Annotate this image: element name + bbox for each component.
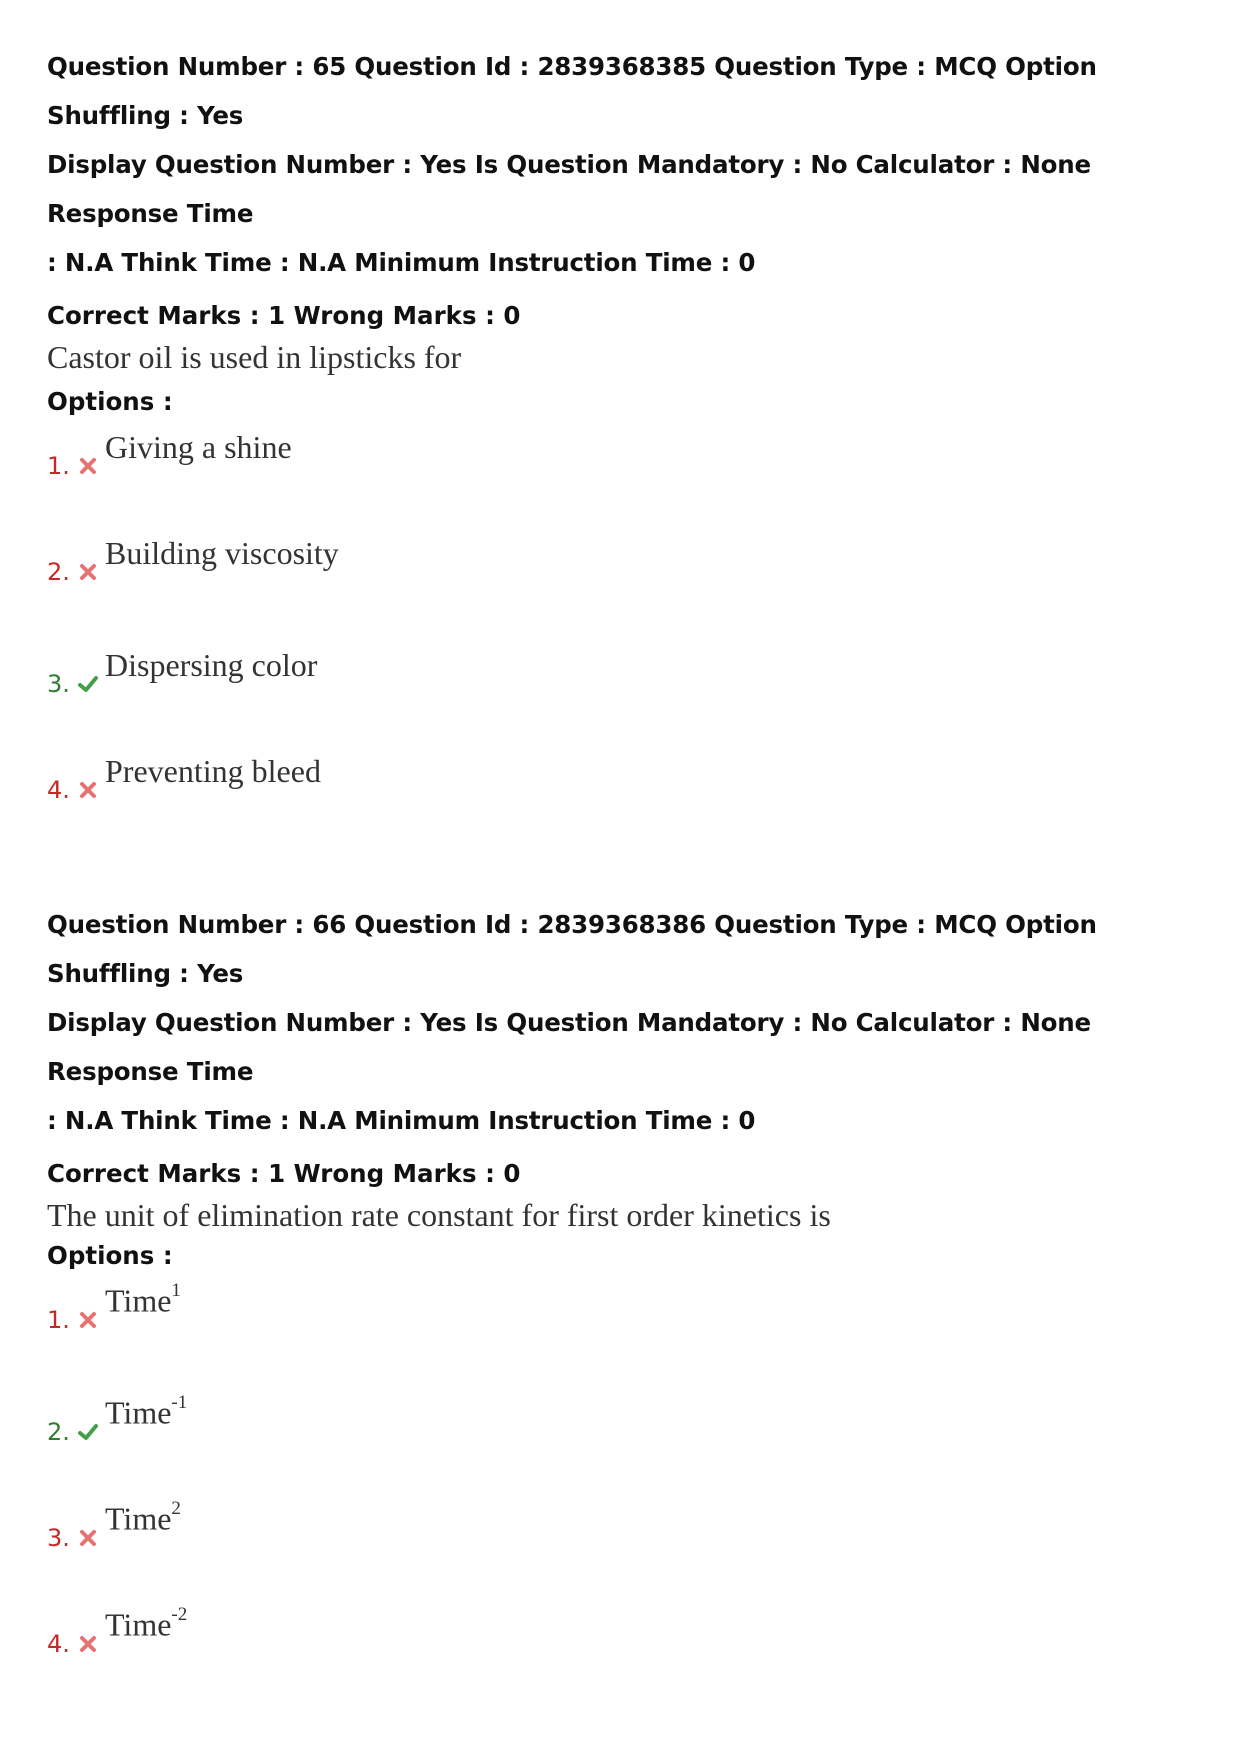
option-number: 3. — [47, 1524, 70, 1552]
option-text: Time$^1$ — [105, 1280, 181, 1319]
question-meta-line: Question Number : 65 Question Id : 2839368385 Question Type : MCQ Option Shuffling : Yes — [47, 52, 1097, 130]
option-item — [47, 753, 1212, 804]
option-exponent: 2 — [171, 1498, 181, 1520]
option-number: 4. — [47, 776, 70, 804]
option-text: Time$^{-2}$ — [105, 1604, 188, 1643]
option-number: 1. — [47, 1306, 70, 1334]
check-icon — [77, 673, 99, 695]
question-meta-line: : N.A Think Time : N.A Minimum Instruction Time : 0 — [47, 1106, 756, 1135]
options-label: Options : — [47, 1241, 173, 1270]
question-meta-line: Display Question Number : Yes Is Question Mandatory : No Calculator : None Response Time — [47, 1008, 1091, 1086]
option-text: Time$^2$ — [105, 1498, 181, 1537]
cross-icon — [77, 1633, 99, 1655]
marks-info: Correct Marks : 1 Wrong Marks : 0 — [47, 1159, 521, 1188]
option-item — [47, 429, 1212, 480]
cross-icon — [77, 561, 99, 583]
cross-icon — [77, 1309, 99, 1331]
option-text: Dispersing color — [105, 647, 318, 683]
options-list — [47, 429, 1212, 804]
question-block-66 — [47, 900, 1212, 1657]
option-exponent: 1 — [171, 1280, 181, 1302]
option-text: Giving a shine — [105, 429, 292, 465]
marks-info: Correct Marks : 1 Wrong Marks : 0 — [47, 301, 521, 330]
cross-icon — [77, 1527, 99, 1549]
question-block-65 — [47, 42, 1212, 803]
options-list — [47, 1280, 1212, 1658]
option-item — [47, 1498, 1212, 1552]
option-number: 2. — [47, 558, 70, 586]
option-exponent: -2 — [171, 1604, 188, 1626]
option-text: Time$^{-1}$ — [105, 1392, 188, 1431]
check-icon — [77, 1421, 99, 1443]
option-number: 4. — [47, 1630, 70, 1658]
cross-icon — [77, 779, 99, 801]
option-number: 3. — [47, 670, 70, 698]
option-item — [47, 1392, 1212, 1446]
cross-icon — [77, 455, 99, 477]
option-text: Preventing bleed — [105, 753, 321, 789]
option-number: 2. — [47, 1418, 70, 1446]
option-item — [47, 535, 1212, 586]
question-text: The unit of elimination rate constant for first order kinetics is — [47, 1197, 831, 1233]
question-meta-line: Display Question Number : Yes Is Question Mandatory : No Calculator : None Response Time — [47, 150, 1091, 228]
question-meta-line: : N.A Think Time : N.A Minimum Instruction Time : 0 — [47, 248, 756, 277]
option-item — [47, 1604, 1212, 1658]
option-exponent: -1 — [171, 1392, 188, 1414]
question-text: Castor oil is used in lipsticks for — [47, 339, 462, 375]
option-number: 1. — [47, 452, 70, 480]
option-item — [47, 1280, 1212, 1334]
options-label: Options : — [47, 387, 173, 416]
question-meta-line: Question Number : 66 Question Id : 2839368386 Question Type : MCQ Option Shuffling : Yes — [47, 910, 1097, 988]
option-text: Building viscosity — [105, 535, 339, 571]
option-item — [47, 647, 1212, 698]
